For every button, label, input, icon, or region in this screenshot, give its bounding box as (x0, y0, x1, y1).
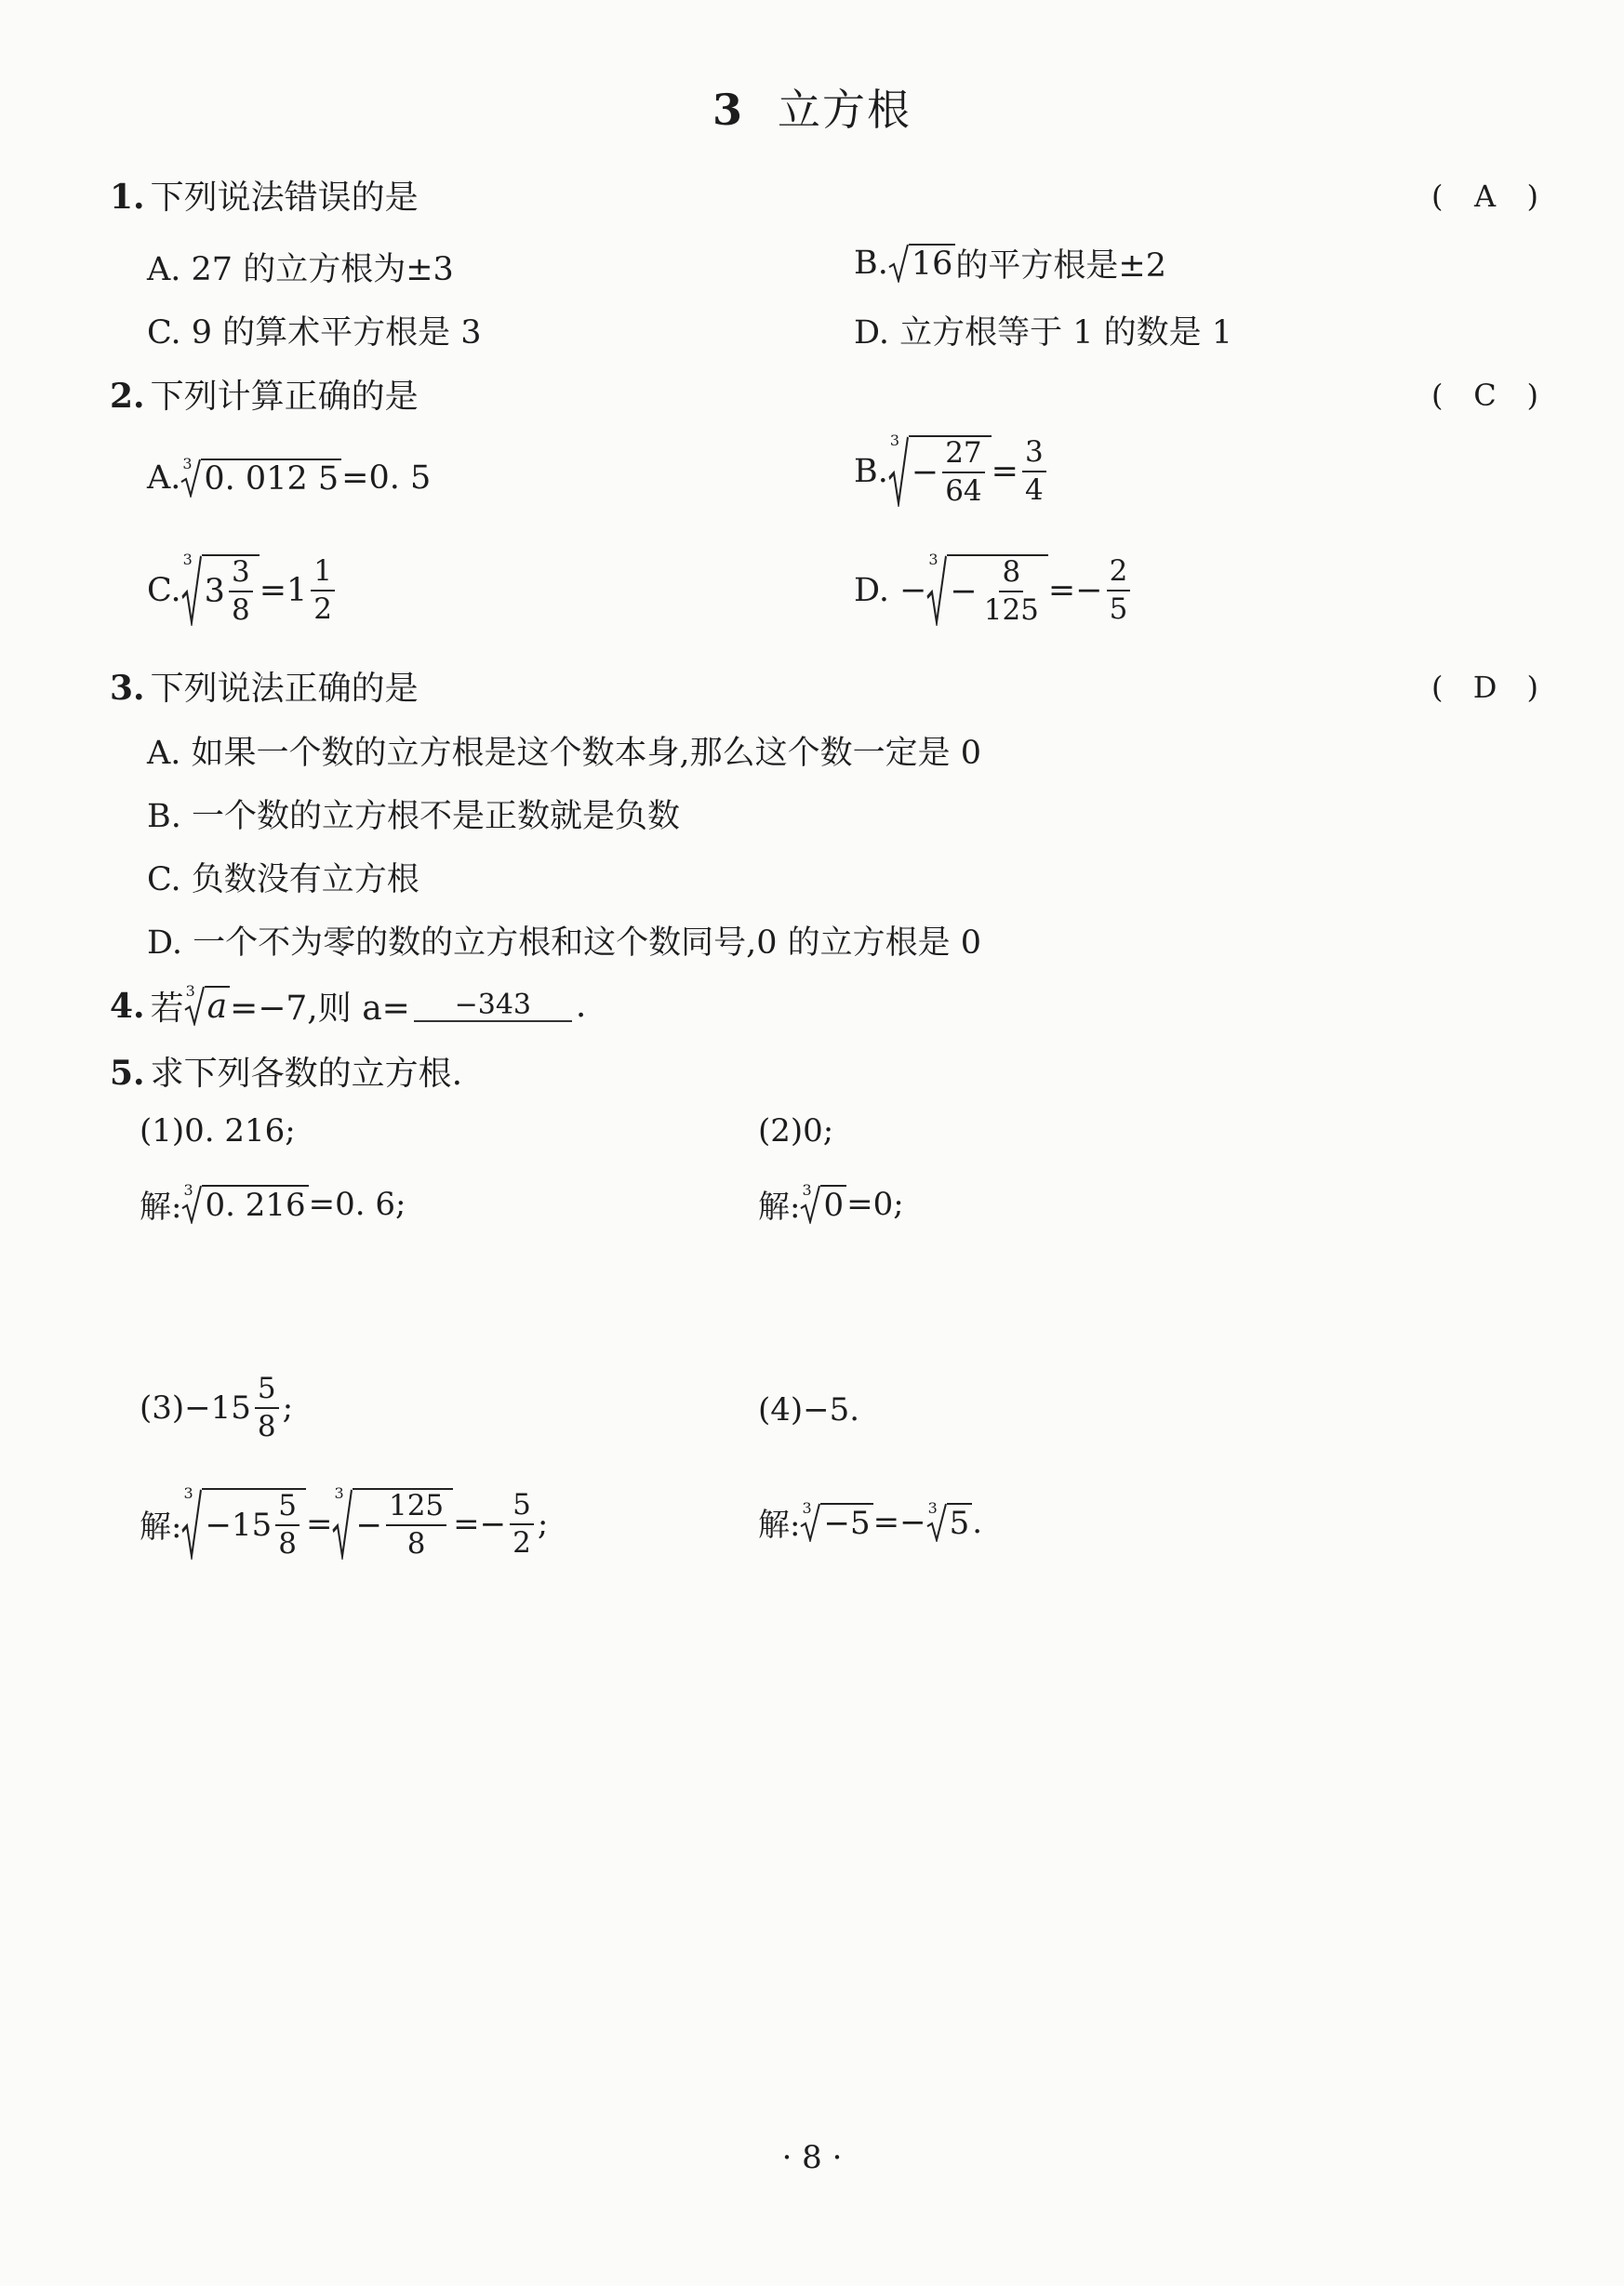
option-2d: D. − 3 − $\frac{8}{125}$ =− $\frac{2}{5}$ (854, 554, 1134, 626)
option-2a: A. 3 0. 012 5 =0. 5 (147, 454, 432, 498)
question-3 (110, 662, 419, 710)
option-1d: D. 立方根等于 1 的数是 1 (854, 314, 1232, 352)
option-3c: C. 负数没有立方根 (147, 861, 419, 898)
cube-root: 3 a (184, 986, 230, 1026)
page-title (0, 76, 1624, 138)
question-2 (110, 370, 419, 418)
question-number: 5. (110, 1054, 145, 1093)
option-3d: D. 一个不为零的数的立方根和这个数同号,0 的立方根是 0 (147, 924, 981, 962)
cube-root: 3 0. 216 (181, 1185, 308, 1224)
option-1a: A. 27 的立方根为±3 (147, 251, 454, 288)
cube-root: 3 − $\frac{8}{125}$ (926, 554, 1048, 626)
square-root: 16 (888, 244, 956, 283)
option-3a: A. 如果一个数的立方根是这个数本身,那么这个数一定是 0 (147, 735, 982, 772)
solution-3: 解: 3 −15 $\frac{5}{8}$ = 3 − $\frac{125}{8}$ =− $\frac{5}{2}$ ; (140, 1484, 549, 1561)
cube-root: 3 − $\frac{125}{8}$ (332, 1488, 453, 1560)
section-number: 3 (712, 85, 744, 135)
part-3: (3)−15 $\frac{5}{8}$ ; (140, 1372, 294, 1443)
question-stem: 下列说法正确的是 (150, 670, 419, 708)
question-1 (110, 171, 419, 219)
answer-1: ( A ) (1431, 179, 1538, 214)
answer-2: ( C ) (1431, 378, 1538, 413)
option-1b: B. 16 的平方根是±2 (854, 245, 1167, 285)
cube-root: 3 5 (926, 1503, 973, 1542)
cube-root: 3 − $\frac{27}{64}$ (888, 435, 992, 507)
cube-root: 3 0 (800, 1185, 846, 1224)
option-2b: B. 3 − $\frac{27}{64}$ = $\frac{3}{4}$ (854, 435, 1050, 507)
answer-3: ( D ) (1431, 670, 1538, 705)
question-number: 2. (110, 377, 145, 416)
answer-letter: D (1472, 670, 1498, 705)
option-3b: B. 一个数的立方根不是正数就是负数 (147, 798, 680, 835)
question-5 (110, 1047, 462, 1095)
answer-blank: −343 (414, 990, 572, 1022)
cube-root: 3 −5 (800, 1503, 872, 1542)
option-2c: C. 3 3 $\frac{3}{8}$ =1 $\frac{1}{2}$ (147, 554, 339, 626)
answer-letter: A (1473, 179, 1497, 214)
cube-root: 3 0. 012 5 (180, 459, 341, 498)
part-2: (2)0; (758, 1112, 834, 1150)
solution-2: 解: 3 0 =0; (758, 1180, 904, 1226)
question-stem: 求下列各数的立方根. (150, 1055, 463, 1093)
page-number: · 8 · (781, 2139, 843, 2176)
question-number: 1. (110, 178, 145, 217)
question-number: 3. (110, 669, 145, 708)
question-stem: 下列说法错误的是 (150, 179, 419, 217)
cube-root: 3 3 $\frac{3}{8}$ (181, 554, 260, 626)
part-1: (1)0. 216; (140, 1112, 296, 1150)
solution-1: 解: 3 0. 216 =0. 6; (140, 1180, 406, 1226)
cube-root: 3 −15 $\frac{5}{8}$ (181, 1488, 306, 1560)
question-4: 4. 若 3 a =−7,则 a= −343 . (110, 982, 587, 1028)
option-1c: C. 9 的算术平方根是 3 (147, 314, 482, 352)
question-stem: 下列计算正确的是 (150, 378, 419, 416)
part-4: (4)−5. (758, 1391, 860, 1429)
section-title: 立方根 (778, 85, 912, 135)
answer-letter: C (1473, 378, 1497, 413)
solution-4: 解: 3 −5 =− 3 5 . (758, 1498, 983, 1544)
